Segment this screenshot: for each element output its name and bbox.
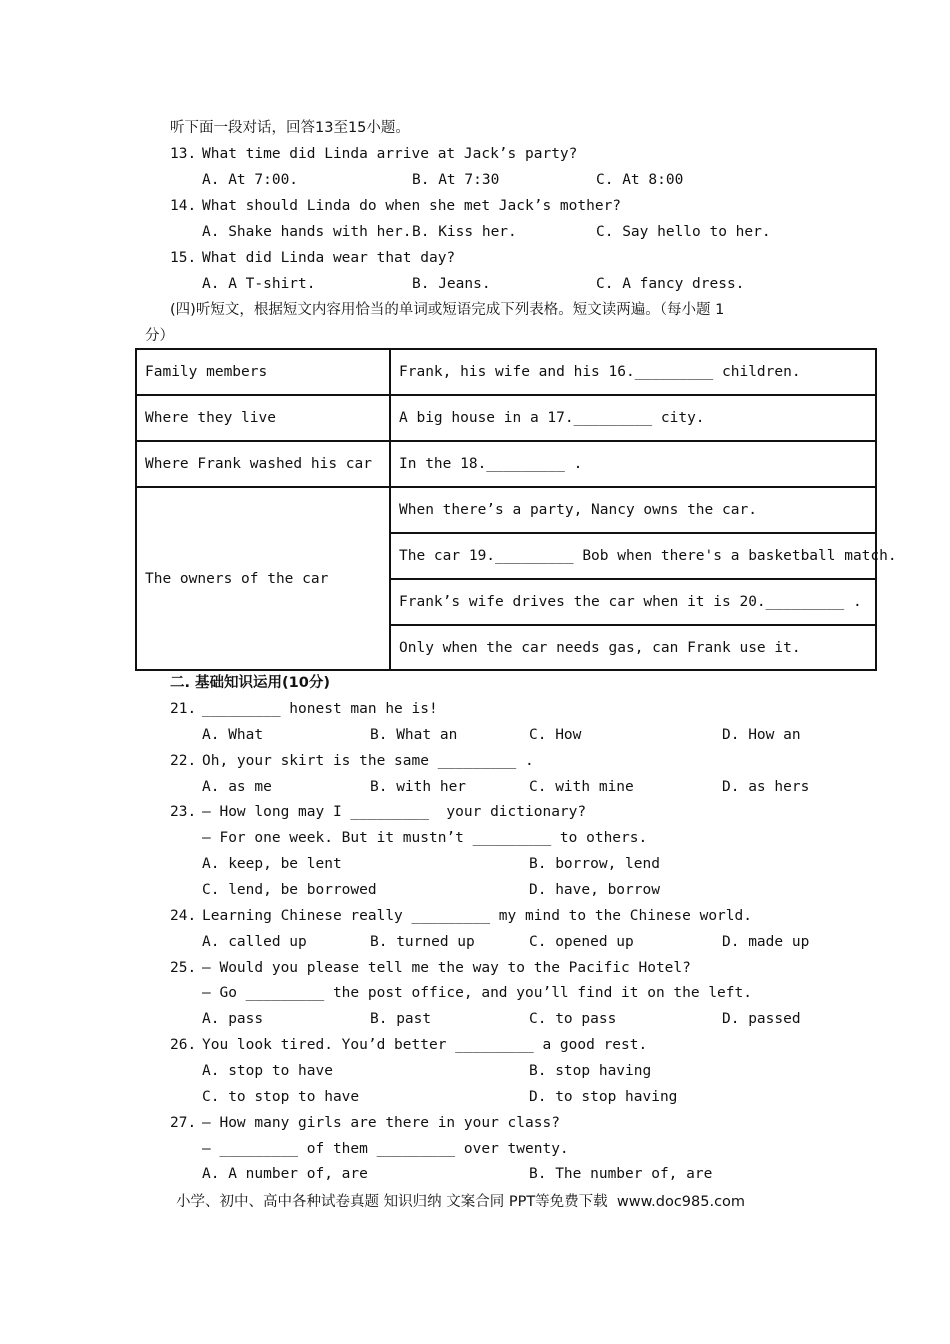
table-value-family: Frank, his wife and his 16._________ children.	[390, 349, 876, 395]
q23-stem-line1: — How long may I _________ your dictionary?	[202, 804, 587, 820]
q22-option-b: B. with her	[370, 779, 467, 795]
q27-number: 27.	[170, 1115, 197, 1131]
q14-option-b: B. Kiss her.	[412, 224, 517, 240]
q21-stem: _________ honest man he is!	[202, 701, 438, 717]
q25-stem-line2: — Go _________ the post office, and you’ll find it on the left.	[202, 985, 752, 1001]
section2-title: 二. 基础知识运用(10分)	[170, 675, 330, 691]
q26-option-a: A. stop to have	[202, 1063, 333, 1079]
listening-table	[135, 348, 897, 671]
q22-option-d: D. as hers	[722, 779, 810, 795]
q21-option-a: A. What	[202, 727, 264, 743]
q27-stem-line2: — _________ of them _________ over twenty.	[202, 1141, 569, 1157]
q27-stem-line1: — How many girls are there in your class?	[202, 1115, 560, 1131]
table-label-live: Where they live	[136, 395, 390, 441]
q15-option-b: B. Jeans.	[412, 276, 491, 292]
q25-stem-line1: — Would you please tell me the way to the Pacific Hotel?	[202, 960, 691, 976]
q13-option-a: A. At 7:00.	[202, 172, 299, 188]
q23-option-d: D. have, borrow	[529, 882, 660, 898]
table-value-owners-3: Frank’s wife drives the car when it is 20._________ .	[390, 579, 876, 625]
q24-option-c: C. opened up	[529, 934, 634, 950]
q25-number: 25.	[170, 960, 197, 976]
q26-option-d: D. to stop having	[529, 1089, 678, 1105]
q25-option-a: A. pass	[202, 1011, 264, 1027]
table-row	[136, 487, 876, 533]
table-row	[136, 349, 876, 395]
q14-option-c: C. Say hello to her.	[596, 224, 771, 240]
q23-option-a: A. keep, be lent	[202, 856, 342, 872]
q23-option-b: B. borrow, lend	[529, 856, 660, 872]
section4-instruction-line2: 分）	[145, 328, 174, 344]
q23-stem-line2: — For one week. But it mustn’t _________ to others.	[202, 830, 648, 846]
q23-option-c: C. lend, be borrowed	[202, 882, 377, 898]
section4-instruction-line1: (四)听短文，根据短文内容用恰当的单词或短语完成下列表格。短文读两遍。（每小题 1	[170, 302, 725, 318]
q24-option-b: B. turned up	[370, 934, 475, 950]
q14-option-a: A. Shake hands with her.	[202, 224, 412, 240]
q15-number: 15.	[170, 250, 197, 266]
q27-option-b: B. The number of, are	[529, 1166, 713, 1182]
table-value-owners-4: Only when the car needs gas, can Frank use it.	[390, 625, 876, 670]
q23-number: 23.	[170, 804, 197, 820]
listening-intro: 听下面一段对话，回答13至15小题。	[170, 120, 410, 136]
q25-option-b: B. past	[370, 1011, 432, 1027]
q24-number: 24.	[170, 908, 197, 924]
q21-option-b: B. What an	[370, 727, 458, 743]
q14-stem: What should Linda do when she met Jack’s mother?	[202, 198, 622, 214]
q13-option-b: B. At 7:30	[412, 172, 500, 188]
table-label-wash: Where Frank washed his car	[136, 441, 390, 487]
q26-option-c: C. to stop to have	[202, 1089, 360, 1105]
q24-option-a: A. called up	[202, 934, 307, 950]
q14-number: 14.	[170, 198, 197, 214]
q15-option-c: C. A fancy dress.	[596, 276, 745, 292]
table-row	[136, 441, 876, 487]
q21-number: 21.	[170, 701, 197, 717]
q13-option-c: C. At 8:00	[596, 172, 684, 188]
q13-stem: What time did Linda arrive at Jack’s party?	[202, 146, 578, 162]
table-value-owners-2: The car 19._________ Bob when there's a basketball match.	[390, 533, 876, 579]
q21-option-c: C. How	[529, 727, 582, 743]
q25-option-c: C. to pass	[529, 1011, 617, 1027]
table-label-owners: The owners of the car	[136, 487, 390, 670]
table-label-family: Family members	[136, 349, 390, 395]
page-footer: 小学、初中、高中各种试卷真题 知识归纳 文案合同 PPT等免费下载 www.doc985.com	[176, 1194, 746, 1210]
q25-option-d: D. passed	[722, 1011, 801, 1027]
q24-option-d: D. made up	[722, 934, 810, 950]
q26-stem: You look tired. You’d better _________ a good rest.	[202, 1037, 648, 1053]
q26-number: 26.	[170, 1037, 197, 1053]
q15-option-a: A. A T-shirt.	[202, 276, 316, 292]
q27-option-a: A. A number of, are	[202, 1166, 368, 1182]
table-value-owners-1: When there’s a party, Nancy owns the car.	[390, 487, 876, 533]
q22-option-c: C. with mine	[529, 779, 634, 795]
table-value-live: A big house in a 17._________ city.	[390, 395, 876, 441]
q21-option-d: D. How an	[722, 727, 801, 743]
q22-number: 22.	[170, 753, 197, 769]
table-value-wash: In the 18._________ .	[390, 441, 876, 487]
q13-number: 13.	[170, 146, 197, 162]
q22-stem: Oh, your skirt is the same _________ .	[202, 753, 534, 769]
q26-option-b: B. stop having	[529, 1063, 652, 1079]
q24-stem: Learning Chinese really _________ my mind to the Chinese world.	[202, 908, 752, 924]
q15-stem: What did Linda wear that day?	[202, 250, 456, 266]
table-row	[136, 395, 876, 441]
q22-option-a: A. as me	[202, 779, 272, 795]
